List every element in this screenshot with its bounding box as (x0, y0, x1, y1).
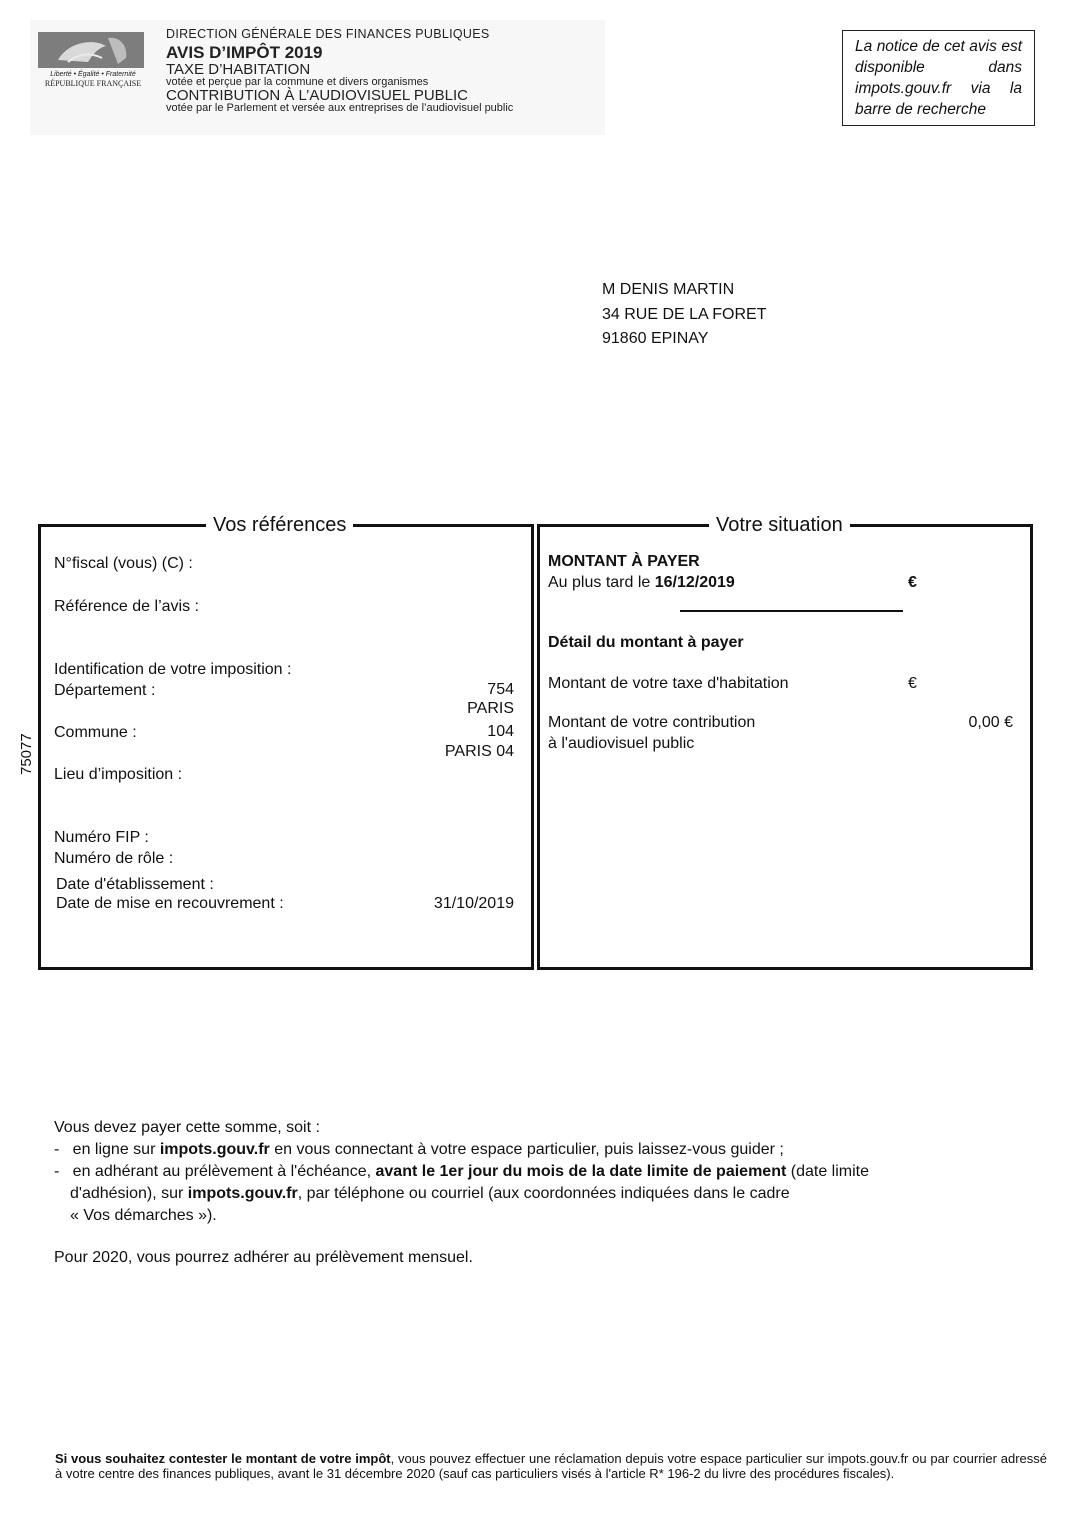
footer-note (55, 1452, 1047, 1481)
payment-prelevement (54, 1161, 1054, 1183)
lieu-imposition-label: Lieu d’imposition : (54, 766, 183, 783)
date-recouvrement-value: 31/10/2019 (433, 895, 514, 912)
bullet-dash: - (54, 1163, 60, 1180)
date-recouvrement-label: Date de mise en recouvrement : (56, 895, 284, 912)
numero-role-label: Numéro de rôle : (54, 850, 174, 867)
situation-title: Votre situation (709, 514, 850, 536)
payment-2020: Pour 2020, vous pourrez adhérer au prélèvement mensuel. (54, 1249, 473, 1266)
commune-name: PARIS 04 (444, 743, 514, 760)
contribution-label-1: Montant de votre contribution (548, 714, 756, 731)
payment-adhesion-c: , par téléphone ou courriel (aux coordonnées indiquées dans le cadre (297, 1185, 790, 1202)
payment-intro: Vous devez payer cette somme, soit : (54, 1119, 320, 1136)
reference-avis-label: Référence de l’avis : (54, 598, 199, 615)
notice-box: La notice de cet avis est disponible dans impots.gouv.fr via la barre de recherche (842, 30, 1035, 126)
direction-title: DIRECTION GÉNÉRALE DES FINANCES PUBLIQUES (166, 27, 490, 41)
departement-name: PARIS (467, 700, 514, 717)
payment-adhesion-site: impots.gouv.fr (187, 1185, 298, 1202)
payment-instructions (54, 1117, 1054, 1269)
detail-title: Détail du montant à payer (548, 634, 744, 651)
payment-online-a: en ligne sur (72, 1141, 156, 1158)
montant-currency: € (908, 574, 917, 591)
payment-adhesion (54, 1183, 1054, 1205)
date-etablissement-label: Date d'établissement : (56, 876, 214, 893)
recipient-address (602, 278, 767, 352)
taxe-habitation-label: Montant de votre taxe d'habitation (548, 675, 789, 692)
payment-online-site: impots.gouv.fr (159, 1141, 270, 1158)
deadline-line (548, 573, 735, 593)
payment-online (54, 1139, 1054, 1161)
recipient-city: 91860 EPINAY (602, 330, 709, 347)
references-title: Vos références (206, 514, 353, 536)
avis-title: AVIS D’IMPÔT 2019 (166, 42, 323, 62)
republique-francaise-text (37, 70, 149, 88)
contribution-title: CONTRIBUTION À L’AUDIOVISUEL PUBLIC (166, 86, 469, 104)
commune-code: 104 (487, 723, 514, 740)
side-code: 75077 (18, 733, 35, 775)
payment-prelevement-a: en adhérant au prélèvement à l'échéance, (72, 1163, 372, 1180)
payment-prelevement-c: (date limite (790, 1163, 869, 1180)
footer-rest: , vous pouvez effectuer une réclamation depuis votre espace particulier sur impots.gouv.fr ou par courrier adressé à votre centre des finances publiques, avant le 31 décembre 2020 (sauf cas particuliers visés à l'article R* 196-2 du livre des procédures fiscales). (55, 1451, 1047, 1481)
contribution-label-2: à l'audiovisuel public (548, 735, 695, 752)
logo-republic: RÉPUBLIQUE FRANÇAISE (44, 79, 142, 88)
recipient-street: 34 RUE DE LA FORET (602, 305, 767, 323)
bullet-dash: - (54, 1141, 60, 1158)
payment-adhesion-a: d'adhésion), sur (70, 1185, 184, 1202)
logo-motto: Liberté • Égalité • Fraternité (50, 71, 136, 78)
nfiscal-label: N°fiscal (vous) (C) : (54, 555, 193, 572)
taxe-habitation-currency: € (908, 675, 917, 692)
document-header (166, 28, 513, 114)
contribution-value: 0,00 € (968, 714, 1013, 731)
taxe-subtitle: votée et perçue par la commune et divers organismes (166, 75, 429, 88)
identification-label: Identification de votre imposition : (54, 661, 292, 678)
numero-fip-label: Numéro FIP : (54, 829, 149, 846)
amount-underline (680, 610, 903, 612)
montant-a-payer-label: MONTANT À PAYER (548, 553, 700, 570)
recipient-name: M DENIS MARTIN (602, 281, 735, 298)
au-plus-tard-label: Au plus tard le (548, 574, 651, 591)
departement-code: 754 (487, 681, 514, 698)
payment-prelevement-b: avant le 1er jour du mois de la date limite de paiement (375, 1163, 787, 1180)
taxe-title: TAXE D’HABITATION (166, 60, 311, 78)
departement-label: Département : (54, 682, 156, 699)
payment-demarches: « Vos démarches »). (70, 1207, 217, 1224)
footer-bold: Si vous souhaitez contester le montant de votre impôt (55, 1451, 391, 1466)
marianne-logo-icon (38, 32, 144, 68)
deadline-date: 16/12/2019 (654, 574, 735, 591)
payment-online-c: en vous connectant à votre espace particulier, puis laissez-vous guider ; (274, 1141, 784, 1158)
contribution-subtitle: votée par le Parlement et versée aux entreprises de l’audiovisuel public (166, 101, 514, 114)
commune-label: Commune : (54, 724, 137, 741)
